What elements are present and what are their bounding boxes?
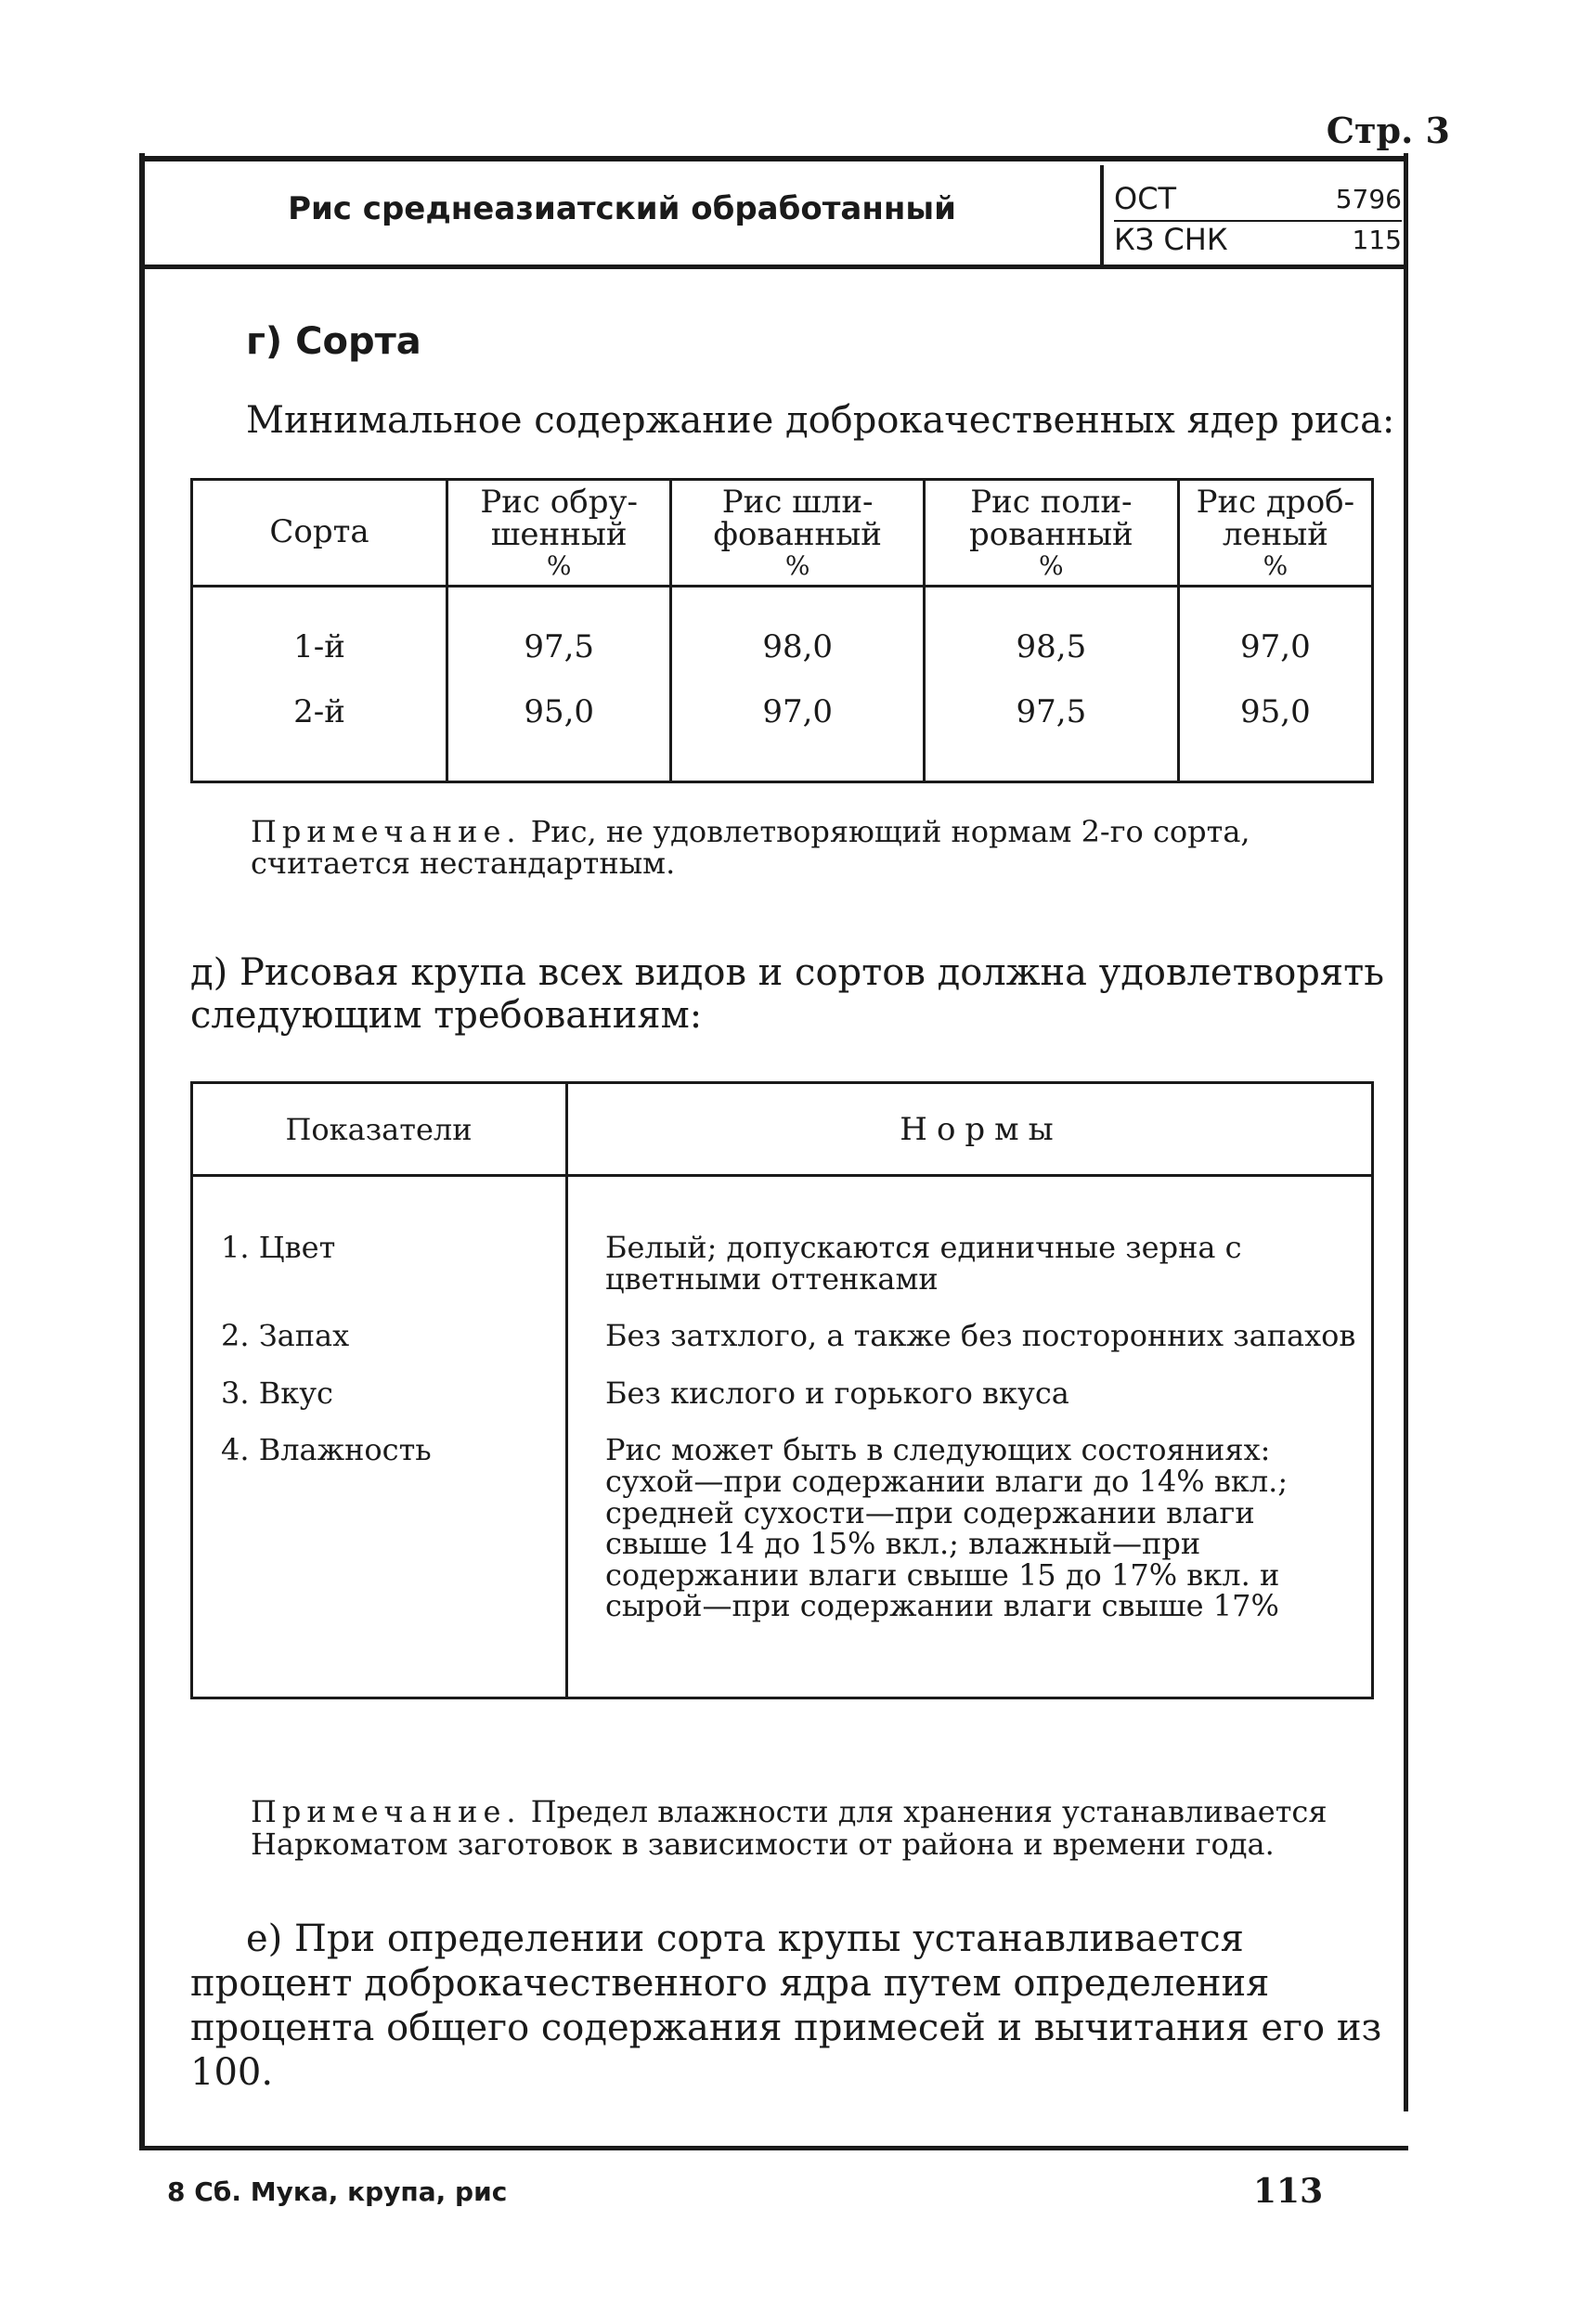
- note-grades: [251, 814, 1374, 881]
- table-cell: 97,5: [924, 679, 1178, 782]
- table-cell: 98,0: [671, 587, 925, 680]
- footer-collection: 8 Сб. Мука, крупа, рис: [167, 2176, 508, 2207]
- header-divider: [145, 265, 1407, 269]
- note-label: Примечание.: [251, 1794, 522, 1829]
- footer-page-number: 113: [1253, 2172, 1324, 2211]
- requirements-table: [190, 1081, 1374, 1699]
- note-text: Рис, не удовлетворяющий нормам 2-го сорта, считается нестандартным.: [251, 814, 1250, 881]
- table-cell: 95,0: [1178, 679, 1372, 782]
- table-cell: 95,0: [447, 679, 671, 782]
- header-cell: Рис шли-фованный %: [671, 480, 925, 587]
- table-row: [192, 1176, 1373, 1309]
- table-cell: 2-й: [192, 679, 447, 782]
- standard-reference: [1114, 181, 1402, 257]
- table-row: [192, 1365, 1373, 1423]
- section-e-text: е) При определении сорта крупы устанавливается процент доброкачественного ядра путем определения процента общего содержания примесей и вычитания его из 100.: [190, 1917, 1382, 2094]
- kz-label: КЗ СНК: [1114, 222, 1228, 257]
- table-cell: 97,0: [671, 679, 925, 782]
- table-cell: 97,5: [447, 587, 671, 680]
- norm-cell: Без затхлого, а также без посторонних запахов: [567, 1308, 1373, 1365]
- table-row: [192, 679, 1373, 782]
- indicator-cell: 4. Влажность: [192, 1422, 567, 1698]
- kz-row: [1114, 222, 1402, 257]
- header-indicator: Показатели: [192, 1083, 567, 1176]
- frame-right-border: [1404, 153, 1408, 2111]
- table-row: [192, 1308, 1373, 1365]
- header-cell: Рис поли-рованный %: [924, 480, 1178, 587]
- indicator-cell: 2. Запах: [192, 1308, 567, 1365]
- note-moisture: [251, 1796, 1379, 1861]
- kz-number: 115: [1352, 224, 1402, 255]
- header-separator: [1100, 165, 1104, 267]
- norm-cell: Без кислого и горького вкуса: [567, 1365, 1373, 1423]
- table-row: [192, 587, 1373, 680]
- ost-row: [1114, 181, 1402, 222]
- table-cell: 97,0: [1178, 587, 1372, 680]
- page-number: Стр. 3: [1326, 110, 1450, 151]
- header-cell: Рис дроб-леный %: [1178, 480, 1372, 587]
- norm-cell: Белый; допускаются единичные зерна с цветными оттенками: [567, 1176, 1373, 1309]
- table-row: [192, 1422, 1373, 1698]
- grades-table-header: [192, 480, 1373, 587]
- note-label: Примечание.: [251, 814, 522, 849]
- header-cell: Сорта: [192, 480, 447, 587]
- ost-label: ОСТ: [1114, 181, 1177, 216]
- frame-bottom-border: [139, 2146, 1408, 2150]
- requirements-table-header: [192, 1083, 1373, 1176]
- header-norms: Нормы: [567, 1083, 1373, 1176]
- indicator-cell: 1. Цвет: [192, 1176, 567, 1309]
- header-cell: Рис обру-шенный %: [447, 480, 671, 587]
- section-g-title: г) Сорта: [246, 320, 421, 363]
- ost-number: 5796: [1335, 183, 1402, 214]
- frame-top-border: [139, 156, 1408, 161]
- table-cell: 98,5: [924, 587, 1178, 680]
- section-g-intro: Минимальное содержание доброкачественных ядер риса:: [246, 399, 1395, 442]
- indicator-cell: 3. Вкус: [192, 1365, 567, 1423]
- grades-table: [190, 478, 1374, 783]
- note-text: Предел влажности для хранения устанавливается Наркоматом заготовок в зависимости от района и времени года.: [251, 1794, 1327, 1863]
- document-title: Рис среднеазиатский обработанный: [288, 190, 956, 227]
- section-d-text: д) Рисовая крупа всех видов и сортов должна удовлетворять следующим требованиям:: [190, 951, 1385, 1037]
- frame-left-border: [139, 153, 145, 2149]
- table-cell: 1-й: [192, 587, 447, 680]
- norm-cell: Рис может быть в следующих состояниях: сухой—при содержании влаги до 14% вкл.; средней сухости—при содержании влаги свыше 14 до 15% вкл.; влажный—при содержании влаги свыше 15 до 17% вкл. и сырой—при содержании влаги свыше 17%: [567, 1422, 1373, 1698]
